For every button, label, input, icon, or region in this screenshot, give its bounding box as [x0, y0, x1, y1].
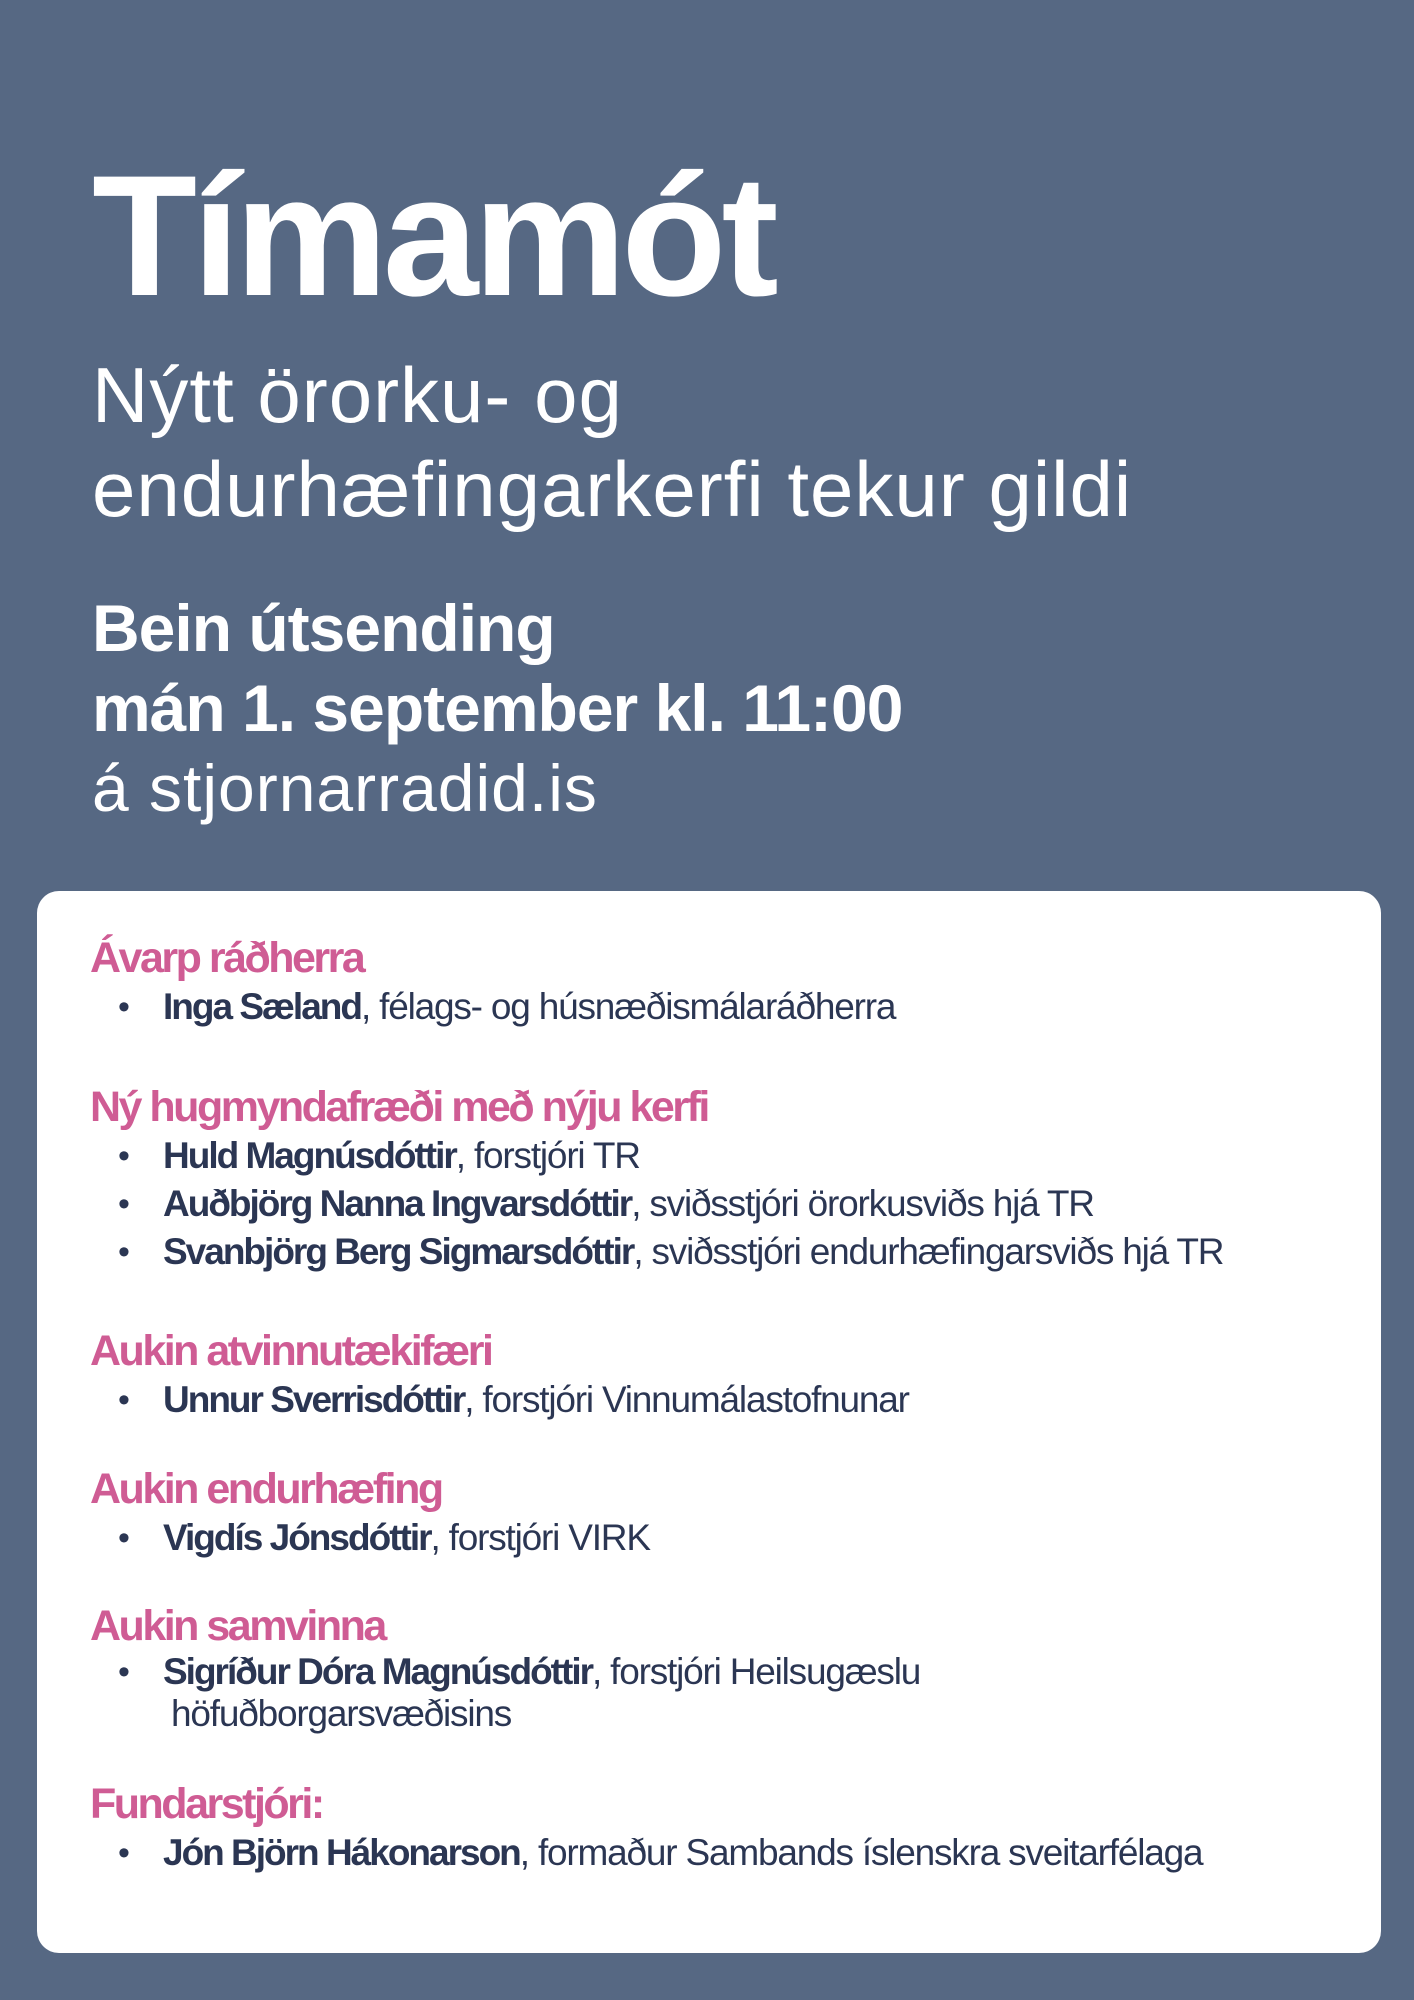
speaker-list: [90, 1132, 1223, 1276]
bullet-icon: •: [118, 1233, 129, 1271]
bullet-icon: •: [118, 1381, 129, 1419]
program-section: [90, 1464, 650, 1562]
program-section: [90, 933, 895, 1031]
section-title: Aukin samvinna: [90, 1602, 385, 1650]
bullet-icon: •: [118, 1653, 129, 1691]
section-title: Ávarp ráðherra: [90, 934, 364, 982]
speaker-role: , forstjóri TR: [455, 1135, 640, 1176]
speaker-item: [90, 1180, 1223, 1228]
subtitle-line: endurhæfingarkerfi tekur gildi: [92, 445, 1133, 533]
subtitle: [92, 348, 1132, 536]
broadcast-label: Bein útsending: [92, 591, 555, 665]
speaker-item: [90, 1514, 650, 1562]
speaker-list: [90, 1514, 650, 1562]
program-section: [90, 1326, 909, 1424]
section-title: Fundarstjóri:: [90, 1780, 323, 1828]
broadcast-info: [92, 588, 902, 828]
speaker-role: , sviðsstjóri endurhæfingarsviðs hjá TR: [633, 1231, 1224, 1272]
page-title: Tímamót: [92, 140, 774, 332]
speaker-name: Auðbjörg Nanna Ingvarsdóttir: [163, 1183, 632, 1224]
program-card: [37, 891, 1381, 1953]
speaker-item: [90, 983, 895, 1031]
section-title: Ný hugmyndafræði með nýju kerfi: [90, 1083, 708, 1131]
subtitle-line: Nýtt örorku- og: [92, 351, 623, 439]
broadcast-datetime: mán 1. september kl. 11:00: [92, 671, 903, 745]
speaker-list: [90, 1651, 920, 1735]
speaker-role: , félags- og húsnæðismálaráðherra: [360, 986, 896, 1027]
speaker-name: Unnur Sverrisdóttir: [163, 1379, 465, 1420]
speaker-item: [90, 1376, 909, 1424]
speaker-item: [90, 1651, 920, 1735]
section-title: Aukin endurhæfing: [90, 1465, 442, 1513]
bullet-icon: •: [118, 1519, 129, 1557]
program-section: [90, 1601, 920, 1735]
speaker-role: , forstjóri VIRK: [430, 1517, 650, 1558]
bullet-icon: •: [118, 1137, 129, 1175]
speaker-list: [90, 1829, 1202, 1877]
speaker-role-continued: höfuðborgarsvæðisins: [171, 1693, 512, 1734]
bullet-icon: •: [118, 1834, 129, 1872]
speaker-item: [90, 1829, 1202, 1877]
speaker-role: , sviðsstjóri örorkusviðs hjá TR: [631, 1183, 1094, 1224]
speaker-list: [90, 983, 895, 1031]
bullet-icon: •: [118, 1185, 129, 1223]
speaker-item: [90, 1132, 1223, 1180]
speaker-name: Inga Sæland: [163, 986, 361, 1027]
speaker-item: [90, 1228, 1223, 1276]
speaker-list: [90, 1376, 909, 1424]
program-section: [90, 1779, 1202, 1877]
speaker-name: Huld Magnúsdóttir: [163, 1135, 456, 1176]
speaker-role: , formaður Sambands íslenskra sveitarfélaga: [519, 1832, 1203, 1873]
speaker-role: , forstjóri Heilsugæslu: [592, 1651, 921, 1692]
speaker-role: , forstjóri Vinnumálastofnunar: [464, 1379, 909, 1420]
speaker-name: Jón Björn Hákonarson: [163, 1832, 520, 1873]
program-section: [90, 1082, 1223, 1276]
speaker-name: Sigríður Dóra Magnúsdóttir: [163, 1651, 592, 1692]
bullet-icon: •: [118, 988, 129, 1026]
speaker-name: Svanbjörg Berg Sigmarsdóttir: [163, 1231, 634, 1272]
broadcast-url: á stjornarradid.is: [92, 751, 598, 825]
speaker-name: Vigdís Jónsdóttir: [163, 1517, 431, 1558]
section-title: Aukin atvinnutækifæri: [90, 1327, 492, 1375]
